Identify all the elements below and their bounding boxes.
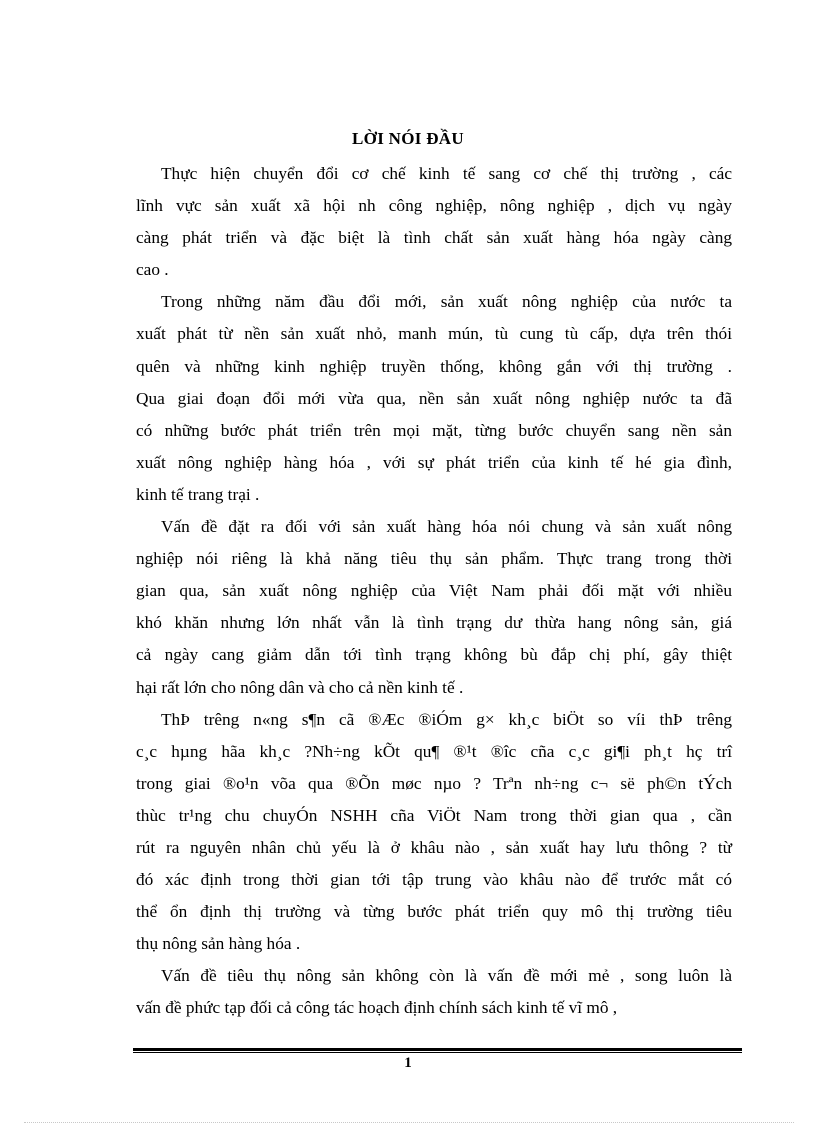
text-line: thùc tr¹ng chu chuyÓn NSHH cña ViÖt Nam trong thời gian qua , cần bbox=[136, 805, 732, 825]
text-line: Vấn đề tiêu thụ nông sản không còn là vấn đề mới mẻ , song luôn là bbox=[161, 966, 732, 986]
text-line: cả ngày cang giảm dẫn tới tình trạng không bù đắp chị phí, gây thiệt bbox=[136, 645, 732, 665]
text-line: càng phát triển và đặc biệt là tình chất sản xuất hàng hóa ngày càng bbox=[136, 228, 732, 248]
text-line: có những bước phát triển trên mọi mặt, từng bước chuyển sang nền sản bbox=[136, 420, 732, 440]
text-line: trong giai ®o¹n võa qua ®Õn møc nµo ? Trªn nh÷ng c¬ së ph©n tÝch bbox=[136, 773, 732, 793]
paragraph bbox=[136, 511, 732, 704]
text-line: c¸c hµng hãa kh¸c ?Nh÷ng kÕt qu¶ ®¹t ®îc cña c¸c gi¶i ph¸t hç trî bbox=[136, 741, 732, 761]
footer-rule-thin bbox=[133, 1052, 742, 1053]
text-line: khó khăn nhưng lớn nhất vẫn là tình trạng dư thừa hang nông sản, giá bbox=[136, 613, 732, 633]
paragraph bbox=[136, 286, 732, 511]
paragraph bbox=[136, 158, 732, 286]
paragraph bbox=[136, 704, 732, 961]
page-number: 1 bbox=[404, 1055, 412, 1071]
text-line: Trong những năm đầu đổi mới, sản xuất nông nghiệp của nước ta bbox=[161, 292, 732, 312]
footer-rule-thick bbox=[133, 1048, 742, 1051]
text-line: nghiệp nói riêng là khả năng tiêu thụ sản phẩm. Thực trang trong thời bbox=[136, 549, 732, 569]
text-line: kinh tế trang trại . bbox=[136, 484, 260, 504]
text-line: Vấn đề đặt ra đối với sản xuất hàng hóa nói chung và sản xuất nông bbox=[161, 517, 732, 537]
text-line: gian qua, sản xuất nông nghiệp của Việt Nam phải đối mặt với nhiều bbox=[136, 581, 732, 601]
text-line: thụ nông sản hàng hóa . bbox=[136, 934, 301, 954]
body-text bbox=[136, 158, 732, 1025]
text-line: vấn đề phức tạp đối cả công tác hoạch định chính sách kinh tế vĩ mô , bbox=[136, 998, 618, 1018]
text-line: xuất nông nghiệp hàng hóa , với sự phát triển của kinh tế hé gia đình, bbox=[136, 452, 732, 472]
page-title: LỜI NÓI ĐẦU bbox=[352, 129, 464, 148]
text-line: cao . bbox=[136, 260, 169, 280]
text-line: xuất phát từ nền sản xuất nhỏ, manh mún, tù cung tù cấp, dựa trên thói bbox=[136, 324, 732, 344]
text-line: Qua giai đoạn đổi mới vừa qua, nền sản xuất nông nghiệp nước ta đã bbox=[136, 388, 732, 408]
text-line: Thực hiện chuyển đổi cơ chế kinh tế sang cơ chế thị trường , các bbox=[161, 164, 732, 183]
text-line: thể ổn định thị trường và từng bước phát triển quy mô thị trường tiêu bbox=[136, 902, 732, 922]
text-line: ThÞ trêng n«ng s¶n cã ®Æc ®iÓm g× kh¸c biÖt so víi thÞ trêng bbox=[161, 709, 732, 729]
paragraph bbox=[136, 960, 732, 1024]
text-line: hại rất lớn cho nông dân và cho cả nền kinh tế . bbox=[136, 677, 464, 697]
text-line: quên và những kinh nghiệp truyền thống, không gắn với thị trường . bbox=[136, 356, 732, 376]
text-line: đó xác định trong thời gian tới tập trung vào khâu nào để trước mắt có bbox=[136, 870, 732, 890]
text-line: lĩnh vực sản xuất xã hội nh công nghiệp, nông nghiệp , dịch vụ ngày bbox=[136, 196, 732, 216]
text-line: rút ra nguyên nhân chủ yếu là ở khâu nào , sản xuất hay lưu thông ? từ bbox=[136, 837, 732, 857]
